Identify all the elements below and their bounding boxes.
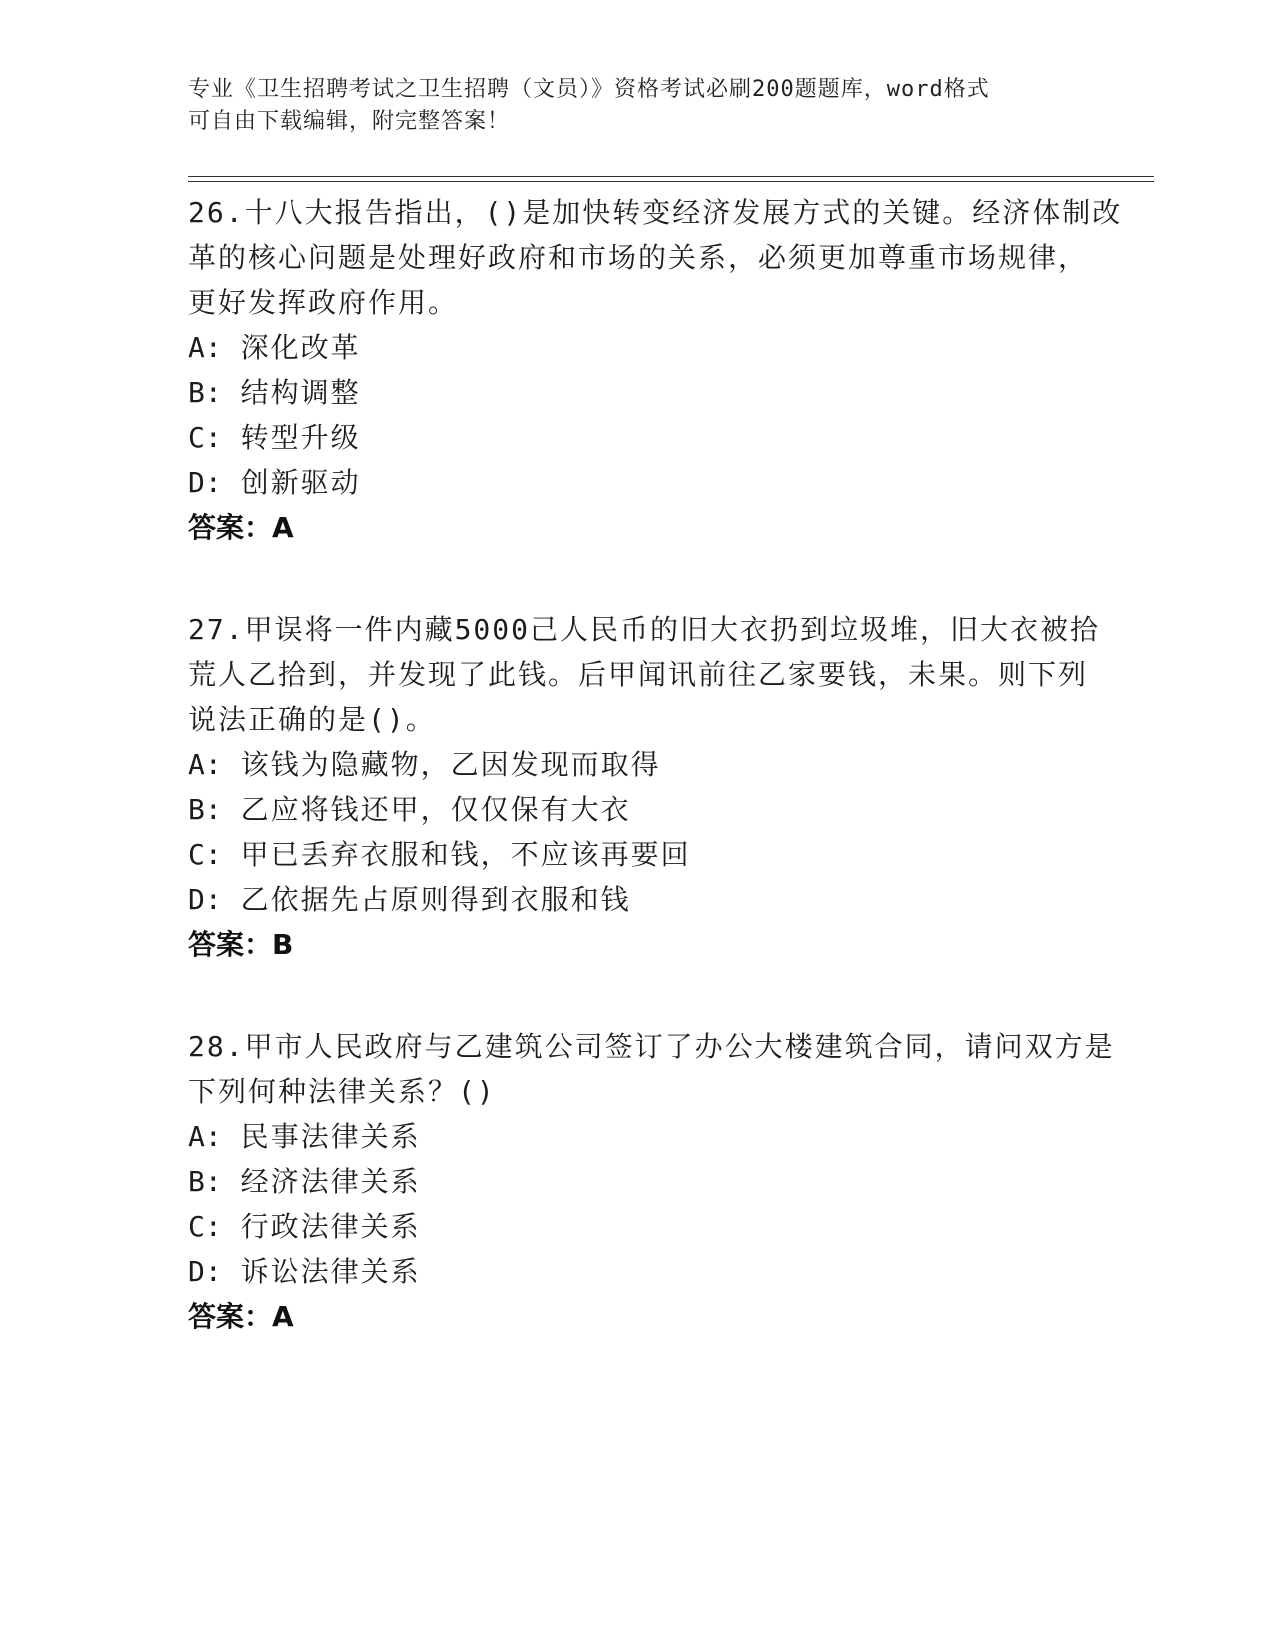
option-a [188, 325, 1088, 370]
option-key: D: [188, 883, 222, 916]
question-28 [188, 1024, 1115, 1340]
option-text: 经济法律关系 [240, 1165, 421, 1198]
option-key: D: [188, 1255, 222, 1288]
document-header [188, 74, 1088, 138]
option-key: A: [188, 331, 222, 364]
stem-line: 荒人乙拾到，并发现了此钱。后甲闻讯前往乙家要钱，未果。则下列 [188, 658, 1089, 691]
stem-line: 说法正确的是()。 [188, 703, 436, 736]
option-key: B: [188, 1165, 222, 1198]
header-divider-top [188, 176, 1154, 177]
question-stem [188, 1024, 1115, 1114]
option-key: C: [188, 838, 222, 871]
header-line-1: 专业《卫生招聘考试之卫生招聘（文员）》资格考试必刷200题题库，word格式 [188, 77, 990, 102]
header-divider-bottom [188, 181, 1154, 182]
option-c [188, 415, 1088, 460]
option-text: 乙依据先占原则得到衣服和钱 [240, 883, 631, 916]
stem-line: 革的核心问题是处理好政府和市场的关系，必须更加尊重市场规律， [188, 241, 1089, 274]
option-text: 甲已丢弃衣服和钱，不应该再要回 [240, 838, 691, 871]
option-a [188, 1114, 1088, 1159]
option-b [188, 370, 1088, 415]
stem-line: 下列何种法律关系？() [188, 1075, 496, 1108]
option-text: 深化改革 [240, 331, 361, 364]
option-text: 创新驱动 [240, 466, 361, 499]
option-key: A: [188, 748, 222, 781]
option-text: 转型升级 [240, 421, 361, 454]
option-key: A: [188, 1120, 222, 1153]
stem-line: 27.甲误将一件内藏5000己人民币的旧大衣扔到垃圾堆，旧大衣被拾 [188, 613, 1101, 646]
option-key: C: [188, 421, 222, 454]
header-line-2: 可自由下载编辑，附完整答案！ [188, 109, 511, 134]
option-text: 诉讼法律关系 [240, 1255, 421, 1288]
option-d [188, 877, 1088, 922]
question-26 [188, 190, 1123, 551]
option-d [188, 1249, 1088, 1294]
option-text: 行政法律关系 [240, 1210, 421, 1243]
answer-label: 答案：B [188, 928, 294, 961]
question-27 [188, 607, 1101, 968]
answer-label: 答案：A [188, 511, 294, 544]
option-text: 乙应将钱还甲，仅仅保有大衣 [240, 793, 631, 826]
answer-label: 答案：A [188, 1300, 294, 1333]
option-key: D: [188, 466, 222, 499]
option-key: B: [188, 376, 222, 409]
option-c [188, 1204, 1088, 1249]
question-stem [188, 190, 1123, 325]
question-stem [188, 607, 1101, 742]
stem-line: 更好发挥政府作用。 [188, 286, 459, 319]
stem-line: 26.十八大报告指出，()是加快转变经济发展方式的关键。经济体制改 [188, 196, 1123, 229]
option-b [188, 787, 1088, 832]
option-text: 民事法律关系 [240, 1120, 421, 1153]
stem-line: 28.甲市人民政府与乙建筑公司签订了办公大楼建筑合同，请问双方是 [188, 1030, 1115, 1063]
option-d [188, 460, 1088, 505]
option-key: B: [188, 793, 222, 826]
option-c [188, 832, 1088, 877]
option-a [188, 742, 1088, 787]
option-text: 结构调整 [240, 376, 361, 409]
question-list [188, 190, 1123, 1396]
option-key: C: [188, 1210, 222, 1243]
option-b [188, 1159, 1088, 1204]
option-text: 该钱为隐藏物，乙因发现而取得 [240, 748, 661, 781]
